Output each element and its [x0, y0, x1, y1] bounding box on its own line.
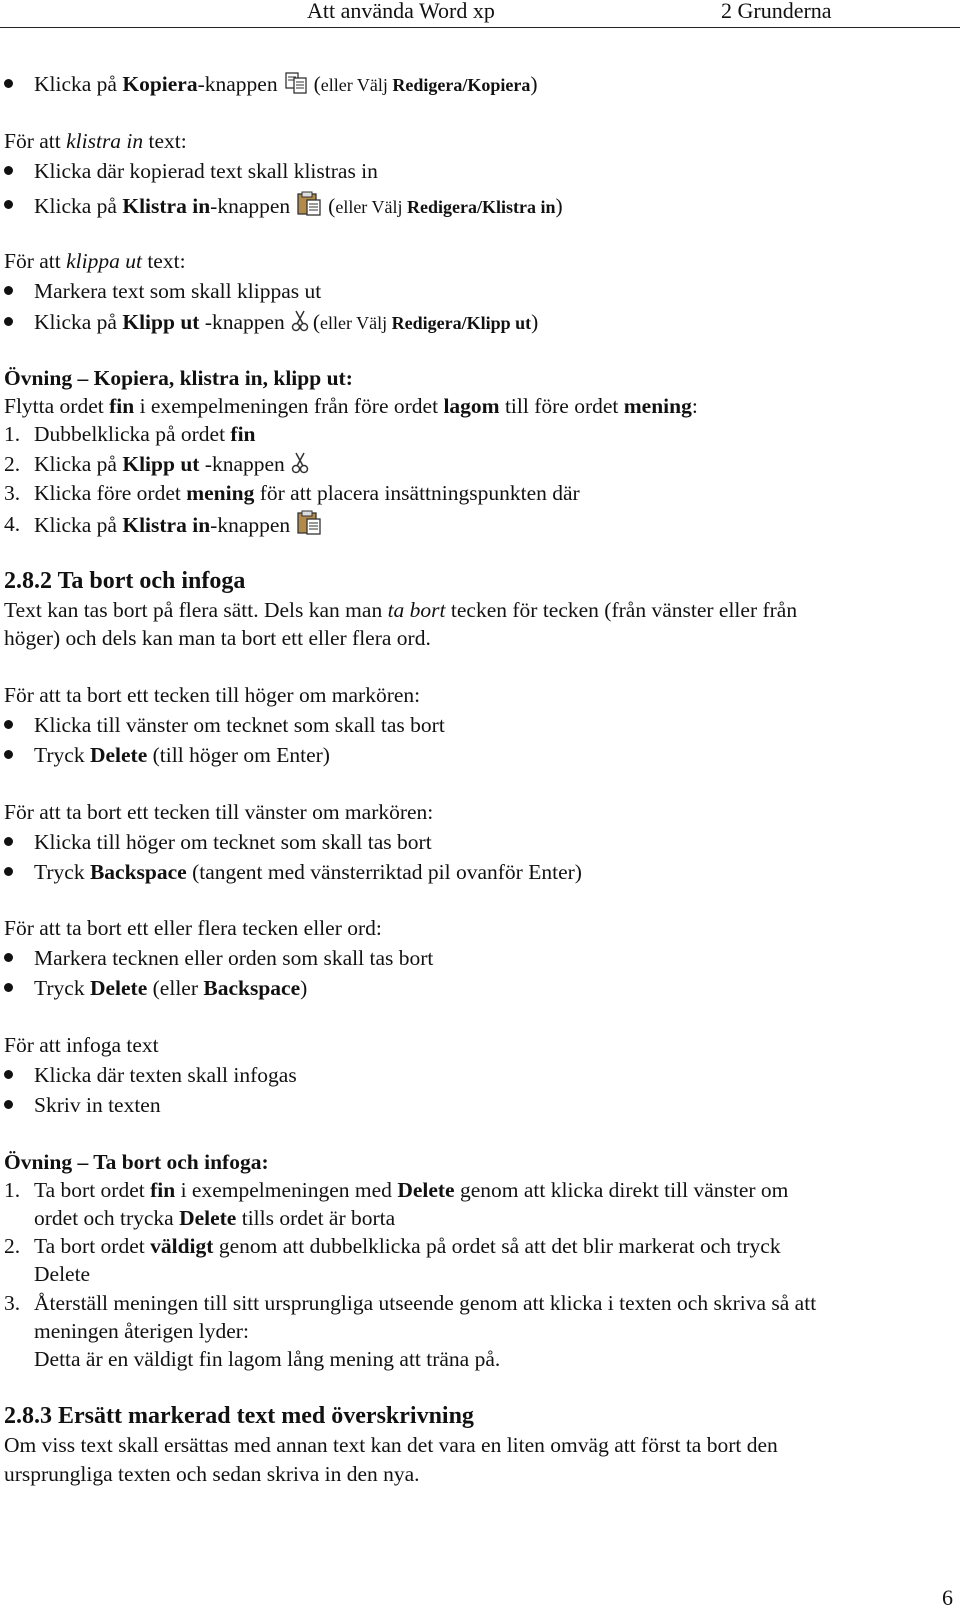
- exercise1-description: Flytta ordet fin i exempelmeningen från före ordet lagom till före ordet mening:: [4, 394, 698, 418]
- bullet: [4, 974, 14, 984]
- cut-bullet-2: Klicka på Klipp ut -knappen (eller Välj Redigera/Klipp ut): [34, 308, 538, 340]
- insert-bullet-1: Klicka där texten skall infogas: [34, 1063, 297, 1087]
- section-heading-282: 2.8.2 Ta bort och infoga: [4, 568, 246, 594]
- exercise2-step-3-cont: meningen återigen lyder:: [34, 1319, 249, 1343]
- delete-right-bullet-2: Tryck Delete (till höger om Enter): [34, 743, 330, 767]
- exercise2-step-3-sentence: Detta är en väldigt fin lagom lång mening att träna på.: [34, 1347, 501, 1371]
- page-number: 6: [942, 1585, 953, 1610]
- section-heading-283: 2.8.3 Ersätt markerad text med överskrivning: [4, 1403, 474, 1429]
- page-header: [0, 0, 960, 28]
- cut-bullet-1: Markera text som skall klippas ut: [34, 279, 322, 303]
- paragraph-283-line-1: Om viss text skall ersättas med annan text kan det vara en liten omväg att först ta bort den: [4, 1433, 778, 1457]
- paste-intro: För att klistra in text:: [4, 129, 187, 153]
- exercise2-step-3: Återställ meningen till sitt ursprungliga utseende genom att klicka i texten och skriva så att: [34, 1291, 817, 1315]
- bullet: [4, 828, 14, 838]
- exercise1-step-1: Dubbelklicka på ordet fin: [34, 422, 256, 446]
- delete-right-intro: För att ta bort ett tecken till höger om markören:: [4, 683, 421, 707]
- copy-icon: [284, 71, 310, 102]
- exercise2-step-1-cont: ordet och trycka Delete tills ordet är borta: [34, 1206, 396, 1230]
- bullet: [4, 741, 14, 751]
- header-chapter: 2 Grunderna: [721, 0, 832, 23]
- bullet: [4, 308, 14, 318]
- step-number: 2.: [4, 452, 21, 476]
- scissors-icon: [291, 451, 309, 482]
- delete-left-bullet-1: Klicka till höger om tecknet som skall tas bort: [34, 830, 432, 854]
- exercise2-step-1: Ta bort ordet fin i exempelmeningen med Delete genom att klicka direkt till vänster om: [34, 1178, 789, 1202]
- step-number: 2.: [4, 1234, 21, 1258]
- exercise1-step-2: Klicka på Klipp ut -knappen: [34, 450, 313, 482]
- step-number: 4.: [4, 512, 21, 536]
- paragraph-283-line-2: ursprungliga texten och sedan skriva in den nya.: [4, 1462, 420, 1486]
- exercise1-title: Övning – Kopiera, klistra in, klipp ut:: [4, 366, 353, 390]
- step-number: 3.: [4, 481, 21, 505]
- bullet: [4, 944, 14, 954]
- bullet: [4, 191, 14, 201]
- delete-left-bullet-2: Tryck Backspace (tangent med vänsterriktad pil ovanför Enter): [34, 860, 582, 884]
- paragraph-line-1: Text kan tas bort på flera sätt. Dels kan man ta bort tecken för tecken (från vänster eller från: [4, 598, 798, 622]
- exercise1-step-3: Klicka före ordet mening för att placera insättningspunkten där: [34, 481, 580, 505]
- bullet: [4, 711, 14, 721]
- paragraph-line-2: höger) och dels kan man ta bort ett eller flera ord.: [4, 626, 431, 650]
- step-number: 1.: [4, 422, 21, 446]
- copy-bullet-1: Klicka på Kopiera-knappen (eller Välj Redigera/Kopiera): [34, 70, 538, 102]
- bullet: [4, 157, 14, 167]
- bullet: [4, 1091, 14, 1101]
- exercise2-step-2: Ta bort ordet väldigt genom att dubbelklicka på ordet så att det blir markerat och tryck: [34, 1234, 781, 1258]
- scissors-icon: [291, 309, 309, 340]
- exercise2-step-2-cont: Delete: [34, 1262, 91, 1286]
- bullet: [4, 1061, 14, 1071]
- paste-icon: [296, 510, 324, 543]
- header-title: Att använda Word xp: [307, 0, 495, 23]
- delete-multi-intro: För att ta bort ett eller flera tecken eller ord:: [4, 916, 382, 940]
- bullet: [4, 277, 14, 287]
- delete-right-bullet-1: Klicka till vänster om tecknet som skall tas bort: [34, 713, 445, 737]
- cut-intro: För att klippa ut text:: [4, 249, 186, 273]
- paste-icon: [296, 191, 324, 224]
- bullet: [4, 858, 14, 868]
- delete-multi-bullet-1: Markera tecknen eller orden som skall tas bort: [34, 946, 434, 970]
- paste-bullet-1: Klicka där kopierad text skall klistras in: [34, 159, 378, 183]
- step-number: 1.: [4, 1178, 21, 1202]
- insert-bullet-2: Skriv in texten: [34, 1093, 161, 1117]
- step-number: 3.: [4, 1291, 21, 1315]
- bullet: [4, 70, 14, 80]
- insert-intro: För att infoga text: [4, 1033, 159, 1057]
- delete-left-intro: För att ta bort ett tecken till vänster om markören:: [4, 800, 434, 824]
- exercise2-title: Övning – Ta bort och infoga:: [4, 1150, 269, 1174]
- exercise1-step-4: Klicka på Klistra in-knappen: [34, 510, 328, 543]
- delete-multi-bullet-2: Tryck Delete (eller Backspace): [34, 976, 308, 1000]
- paste-bullet-2: Klicka på Klistra in-knappen (eller Välj Redigera/Klistra in): [34, 191, 563, 224]
